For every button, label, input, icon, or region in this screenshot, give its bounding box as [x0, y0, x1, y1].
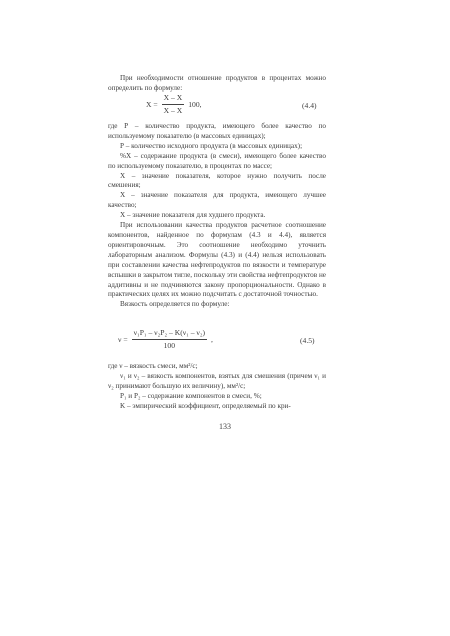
page-number: 133 — [219, 422, 231, 431]
formula2-lhs: ν = — [118, 335, 128, 344]
formula1-denominator: Х – Х — [163, 106, 183, 115]
formula1-factor: 100, — [188, 100, 202, 109]
def-2-3: P₁ и P₂ – содержание компонентов в смеси, %; — [120, 391, 262, 400]
intro-text: При необходимости отношение продуктов в процентах можно определить по формуле: — [108, 74, 326, 92]
def-1-5: Х – значение показателя для продукта, имеющего лучшее качество; — [108, 191, 326, 210]
def-1-1: где Р – количество продукта, имеющего более качество по используемому показателю (в массовых единицах); — [108, 122, 326, 140]
formula1-numerator: Х – Х — [162, 93, 185, 105]
formula2-fraction — [132, 328, 207, 351]
formula1-lhs: Х = — [146, 100, 158, 109]
formula2-numerator: ν₁P₁ – ν₂P₂ – K(ν₁ – ν₂) — [132, 328, 207, 340]
definitions-1 — [108, 122, 326, 310]
def-1-4: Х – значение показателя, которое нужно получить после смешения; — [108, 171, 326, 190]
paragraph-2: При использовании качества продуктов расчетное соотношение компонентов, найденное по формулам (4.3 и 4.4), является ориентировочным. Это соотношение необходимо уточнить лабораторным анализом. Формулы (4.3) и (4.4) нельзя использовать при составлении качества нефтепродуктов по вязкости и температуре вспышки в закрытом тигле, поскольку эти свойства нефтепродуктов не аддитивны и не подчиняются закону пропорциональности. Однако в практических целях их можно подсчитать с достаточной точностью. — [108, 221, 326, 299]
definitions-2 — [108, 362, 326, 412]
def-2-1: где ν – вязкость смеси, мм²/с; — [108, 362, 198, 370]
intro-paragraph — [108, 74, 326, 94]
def-2-4: K – эмпирический коэффициент, определяемый по кри- — [120, 401, 291, 410]
def-1-2: Р – количество исходного продукта (в массовых единицах); — [120, 141, 303, 150]
formula-4-4 — [146, 93, 202, 116]
def-1-6: Х – значение показателя для худшего продукта. — [120, 211, 266, 220]
formula2-tail: , — [211, 335, 213, 344]
def-2-2: ν₁ и ν₂ – вязкость компонентов, взятых для смешения (причем ν₁ и ν₂ принимают большую их величину), мм²/с; — [108, 371, 326, 390]
formula2-denominator: 100 — [163, 341, 176, 350]
formula-4-5 — [118, 328, 213, 351]
formula2-number: (4.5) — [300, 336, 315, 345]
formula1-fraction — [162, 93, 185, 116]
paragraph-3: Вязкость определяется по формуле: — [120, 300, 230, 309]
formula1-number: (4.4) — [302, 101, 317, 110]
def-1-3: %Х – содержание продукта (в смеси), имеющего более качество по используемому показателю, в процентах по массе; — [108, 151, 326, 170]
